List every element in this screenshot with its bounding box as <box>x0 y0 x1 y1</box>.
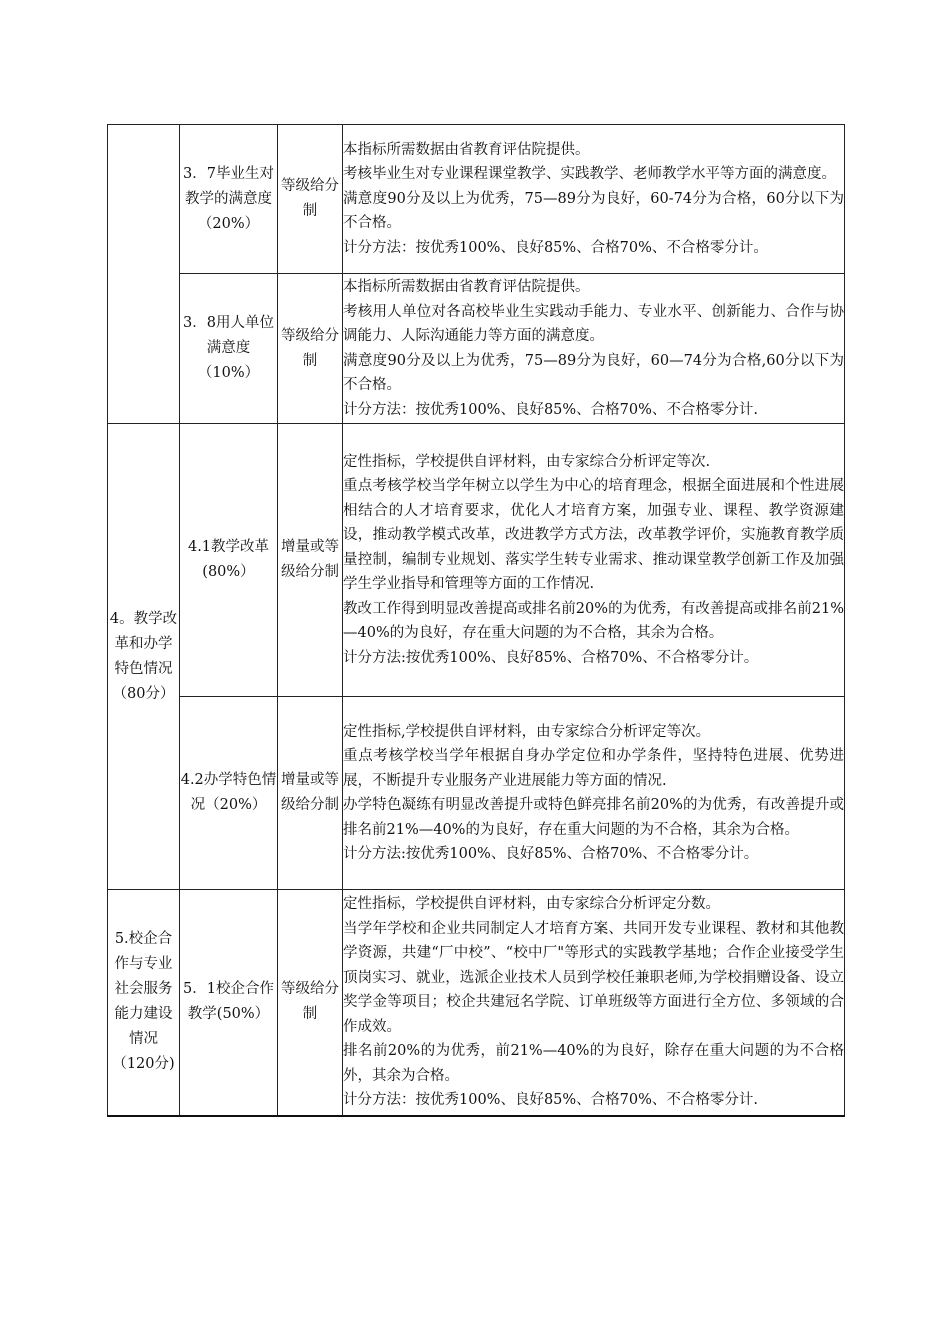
description-line: 计分方法：按优秀100%、良好85%、合格70%、不合格零分计。 <box>343 239 768 256</box>
evaluation-table <box>107 124 845 1117</box>
category-cell-3 <box>108 125 180 424</box>
description-cell <box>343 424 845 697</box>
indicator-cell: 5．1校企合作教学(50%） <box>180 890 278 1116</box>
method-cell: 等级给分制 <box>278 274 343 424</box>
indicator-cell: 4.1教学改革(80%） <box>180 424 278 697</box>
indicator-cell: 3．8用人单位满意度（10%） <box>180 274 278 424</box>
description-line: 重点考核学校当学年根据自身办学定位和办学条件，坚持特色进展、优势进展，不断提升专业服务产业进展能力等方面的情况. <box>343 748 844 789</box>
description-line: 定性指标，学校提供自评材料，由专家综合分析评定分数。 <box>343 896 720 912</box>
description-line: 当学年学校和企业共同制定人才培育方案、共同开发专业课程、教材和其他教学资源，共建“厂中校”、“校中厂"等形式的实践教学基地；合作企业接受学生顶岗实习、就业，选派企业技术人员到学校任兼职老师,为学校捐赠设备、设立奖学金等项目；校企共建冠名学院、订单班级等方面进行全方位、多领域的合作成效。 <box>343 920 844 1035</box>
description-line: 考核毕业生对专业课程课堂教学、实践教学、老师教学水平等方面的满意度。 <box>343 166 836 183</box>
description-line: 计分方法:按优秀100%、良好85%、合格70%、不合格零分计。 <box>343 846 759 862</box>
description-line: 排名前20%的为优秀，前21%—40%的为良好，除存在重大问题的为不合格外，其余为合格。 <box>343 1043 844 1084</box>
method-cell: 等级给分制 <box>278 890 343 1116</box>
description-line: 考核用人单位对各高校毕业生实践动手能力、专业水平、创新能力、合作与协调能力、人际沟通能力等方面的满意度。 <box>343 303 844 344</box>
indicator-cell: 3．7毕业生对教学的满意度（20%） <box>180 125 278 274</box>
description-line: 办学特色凝练有明显改善提升或特色鲜亮排名前20%的为优秀，有改善提升或排名前21%—40%的为良好，存在重大问题的为不合格，其余为合格。 <box>343 797 844 838</box>
category-cell-4: 4。教学改革和办学特色情况（80分） <box>108 424 180 890</box>
table-row <box>108 125 845 274</box>
table-row <box>108 697 845 890</box>
description-line: 本指标所需数据由省教育评估院提供。 <box>343 141 590 158</box>
description-line: 重点考核学校当学年树立以学生为中心的培育理念，根据全面进展和个性进展相结合的人才培育要求，优化人才培育方案，加强专业、课程、教学资源建设，推动教学模式改革，改进教学方式方法，改革教学评价，实施教育教学质量控制，编制专业规划、落实学生转专业需求、推动课堂教学创新工作及加强学生学业指导和管理等方面的工作情况. <box>343 478 844 593</box>
description-cell <box>343 890 845 1116</box>
description-line: 满意度90分及以上为优秀，75—89分为良好，60—74分为合格,60分以下为不合格。 <box>343 352 844 393</box>
description-line: 定性指标,学校提供自评材料，由专家综合分析评定等次。 <box>343 723 711 740</box>
description-cell <box>343 125 845 274</box>
description-line: 计分方法：按优秀100%、良好85%、合格70%、不合格零分计. <box>343 401 759 418</box>
description-cell <box>343 697 845 890</box>
description-line: 满意度90分及以上为优秀，75—89分为良好，60-74分为合格，60分以下为不合格。 <box>343 190 844 232</box>
description-line: 本指标所需数据由省教育评估院提供。 <box>343 279 590 295</box>
description-line: 教改工作得到明显改善提高或排名前20%的为优秀，有改善提高或排名前21%—40%的为良好，存在重大问题的为不合格，其余为合格。 <box>343 600 844 642</box>
method-cell: 增量或等级给分制 <box>278 697 343 890</box>
table-row <box>108 274 845 424</box>
method-cell: 增量或等级给分制 <box>278 424 343 697</box>
table-row <box>108 424 845 697</box>
category-cell-5: 5.校企合作与专业社会服务能力建设情况（120分) <box>108 890 180 1116</box>
description-line: 计分方法:按优秀100%、良好85%、合格70%、不合格零分计。 <box>343 649 759 666</box>
description-line: 计分方法：按优秀100%、良好85%、合格70%、不合格零分计. <box>343 1092 759 1108</box>
indicator-cell: 4.2办学特色情况（20%） <box>180 697 278 890</box>
method-cell: 等级给分制 <box>278 125 343 274</box>
description-line: 定性指标，学校提供自评材料，由专家综合分析评定等次. <box>343 453 711 470</box>
description-cell <box>343 274 845 424</box>
table-row <box>108 890 845 1116</box>
